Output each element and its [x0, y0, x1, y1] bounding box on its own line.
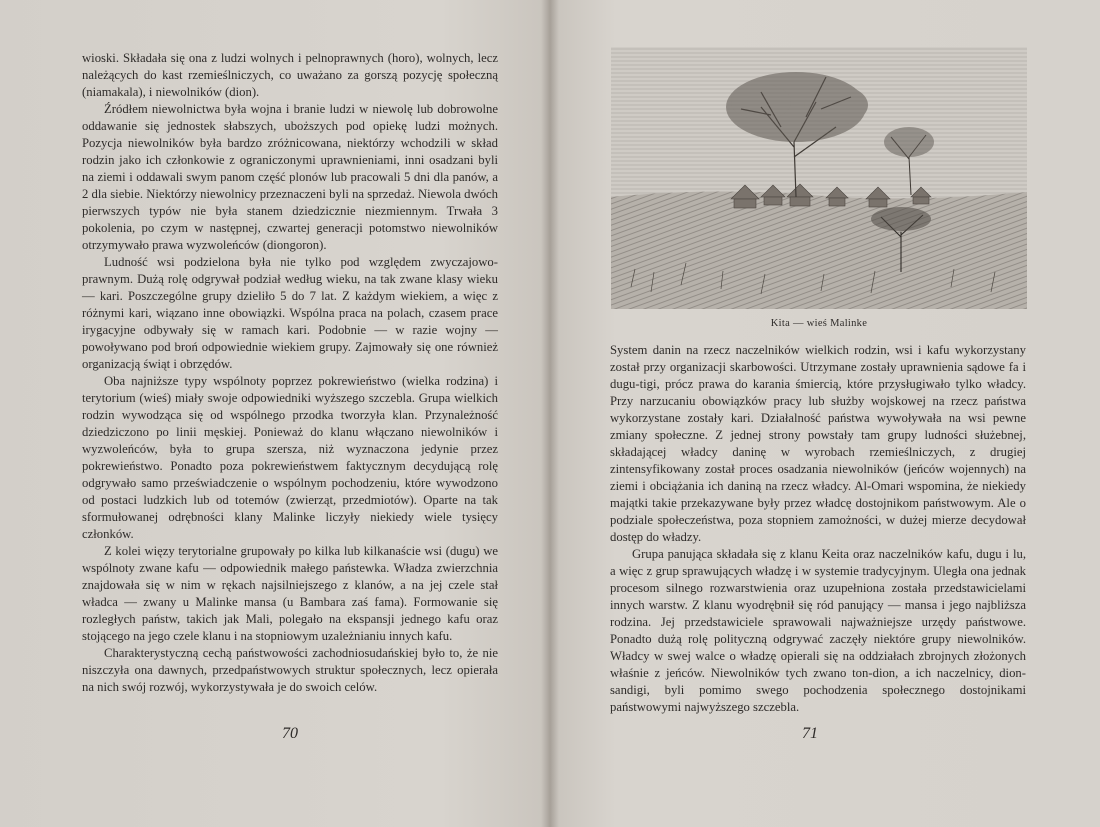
paragraph: Ludność wsi podzielona była nie tylko pod względem zwyczajowo-prawnym. Dużą rolę odgrywał podział według wieku, na tak zwane klasy wieku — kari. Poszczególne grupy dzieliło 5 do 7 lat. Z każdym wiekiem, a więc z różnymi kari, wiązano inne obowiązki. Wspólna praca na polach, czasem prace irygacyjne odbywały się w ramach kari. Podobnie — w razie wojny — powoływano pod broń odpowiednie wiekiem grupy. Zajmowały się one również organizacją świąt i obrzędów.: [82, 255, 498, 371]
paragraph: Oba najniższe typy wspólnoty poprzez pokrewieństwo (wielka rodzina) i terytorium (wieś) miały swoje odpowiedniki wyższego szczebla. Grupa wielkich rodzin wywodząca się od wspólnego przodka tworzyła klan. Przynależność dziedziczono po linii męskiej. Ponieważ do klanu włączano niewolników i wyzwoleńców, była to grupa szersza, niż wyznaczona jedynie przez pokrewieństwo. Ponadto poza pokrewieństwem faktycznym decydującą rolę odgrywało samo przeświadczenie o wspólnym pochodzeniu, które wywodzono od postaci ludzkich lub od totemów (zwierząt, przedmiotów). Oparte na tak sformułowanej odrębności klany Malinke liczyły niekiedy wiele tysięcy członków.: [82, 374, 498, 541]
paragraph: Grupa panująca składała się z klanu Keita oraz naczelników kafu, dugu i lu, a więc z grup sprawujących władzę i w systemie tradycyjnym. Uległa ona jednak procesom silnego rozwarstwienia oraz uzupełniona została przedstawicielami innych warstw. Z klanu wyodrębnił się ród panujący — mansa i jego najbliższa rodzina. Jej przedstawiciele sprawowali najważniejsze urzędy państwowe. Ponadto dużą rolę polityczną odgrywać zaczęły niektóre grupy niewolników. Władcy w swej walce o władzę opierali się na oddziałach zbrojnych złożonych właśnie z jeńców. Niewolników tych zwano ton-dion, a ich naczelnicy, dion-sandigi, byli pomimo swego pochodzenia społecznego dostojnikami państwowymi najwyższego szczebla.: [610, 547, 1026, 714]
figure-caption: Kita — wieś Malinke: [770, 318, 868, 329]
paragraph: Źródłem niewolnictwa była wojna i branie ludzi w niewolę lub dobrowolne oddawanie się jednostek słabszych, uboższych pod opiekę ludzi możnych. Pozycja niewolników była bardzo zróżnicowana, niektórzy wchodzili w skład rodzin jako ich członkowie z ograniczonymi uprawnieniami, inni osadzani byli na ziemi i oddawali swym panom część plonów lub pracowali 5 dni dla panów, a 2 dla siebie. Niektórzy niewolnicy przeznaczeni byli na sprzedaż. Niewola dwóch pierwszych typów nie była stanem dziedzicznie niezmiennym. Trwała 3 pokolenia, po czym w następnej, czwartej generacji potomstwo niewolników otrzymywało prawa wyzwoleńców (diongoron).: [82, 102, 498, 252]
paragraph: wioski. Składała się ona z ludzi wolnych i pelnoprawnych (horo), wolnych, lecz należących do kast rzemieślniczych, co uważano za gorszą pozycję społeczną (niamakala), i niewolników (dion).: [82, 51, 498, 99]
book-gutter: [541, 0, 559, 827]
paragraph: Z kolei więzy terytorialne grupowały po kilka lub kilkanaście wsi (dugu) we wspólnoty zwane kafu — odpowiednik małego państewka. Władza zwierzchnia znajdowała się w nim w rękach najsilniejszego z klanów, a na jej czele stał władca — zwany u Malinke mansa (u Bambara zaś fama). Formowanie się rozległych państw, takich jak Mali, polegało na ekspansji jednego kafu oraz stojącego na jego czele klanu i na stopniowym uzależnianiu innych kafu.: [82, 544, 498, 643]
village-engraving: [611, 47, 1027, 309]
page-number-left: 70: [282, 725, 298, 742]
paragraph: Charakterystyczną cechą państwowości zachodniosudańskiej było to, że nie niszczyła ona dawnych, przedpaństwowych struktur społecznych, lecz opierała na nich swój rozwój, wykorzystywała je do swoich celów.: [82, 646, 498, 694]
left-page-text: [82, 50, 498, 696]
page-number-right: 71: [802, 725, 818, 742]
paragraph: System danin na rzecz naczelników wielkich rodzin, wsi i kafu wykorzystany został przy organizacji skarbowości. Utrzymane zostały uprawnienia sądowe fa i dugu-tigi, prócz prawa do karania śmiercią, które przysługiwało tylko władcy. Przy narzucaniu obowiązków pracy lub służby wojskowej na rzecz państwa wykorzystane zostały kari. Działalność państwa wywoływała na wsi pewne zmiany społeczne. Z jednej strony powstały tam grupy ludności służebnej, składającej władcy daninę w wyrobach rzemieślniczych, z drugiej zintensyfikowany został proces osadzania niewolników (jeńców wojennych) na ziemi i obciążania ich daniną na rzecz władcy. Al-Omari wspomina, że niekiedy majątki takie przekazywane były przez władcę dostojnikom państwowym. Ale o podziale społeczeństwa, poza stopniem zamożności, w dużej mierze decydował dostęp do władzy.: [610, 343, 1026, 544]
right-page-text: [610, 342, 1026, 716]
